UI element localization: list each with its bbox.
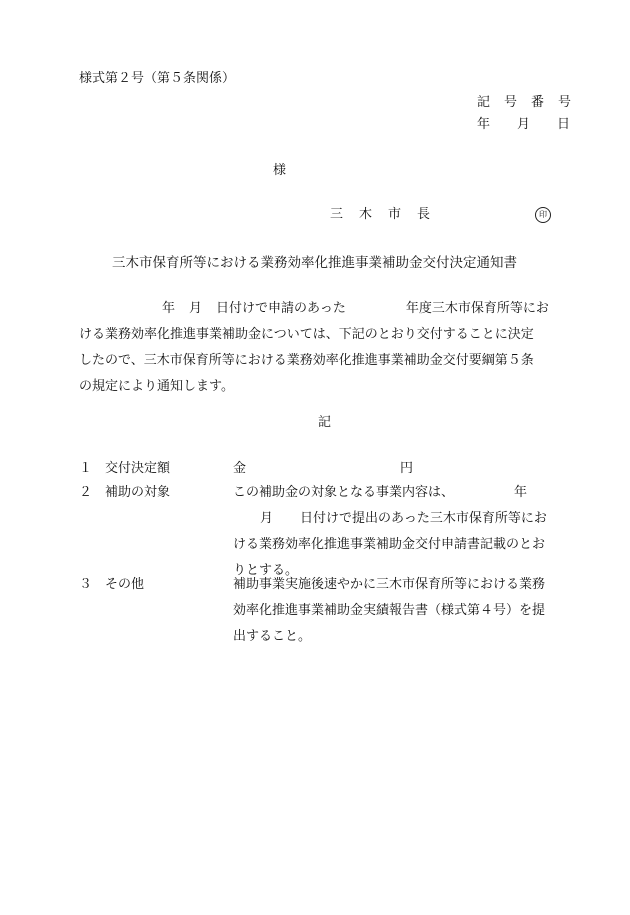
item-number: ３ [79,577,93,592]
issuer-char: 木 [359,207,373,222]
doc-number-char: 号 [504,95,518,110]
item-text: この補助金の対象となる事業内容は、 [233,485,455,500]
item-label: 補助の対象 [105,485,171,500]
body-applied-text: 日付けで申請のあった [216,301,346,316]
item-line: 補助事業実施後速やかに三木市保育所等における業務 [233,577,546,592]
item-month: 月 [260,511,274,526]
item-number: ２ [79,485,93,500]
item-year: 年 [514,485,528,500]
document-date-label [477,118,570,131]
item-text: 日付けで提出のあった三木市保育所等にお [300,511,547,526]
doc-number-char: 号 [558,95,572,110]
body-fiscal-text: 年度三木市保育所等にお [405,301,549,316]
item-line: 出すること。 [233,629,312,644]
issuer-char: 三 [330,207,344,222]
body-paragraph [79,296,579,400]
amount-prefix: 金 [233,461,247,476]
document-number-label [477,96,571,109]
ki-heading: 記 [318,415,332,430]
item-content [233,462,413,475]
issuer-name [330,208,430,221]
item-line: 効率化推進事業補助金実績報告書（様式第４号）を提 [233,603,546,618]
amount-suffix: 円 [400,461,414,476]
item-line: りとする。 [233,563,299,578]
document-title: 三木市保育所等における業務効率化推進事業補助金交付決定通知書 [112,255,517,271]
item-line: ける業務効率化推進事業補助金交付申請書記載のとお [233,537,546,552]
issuer-char: 市 [388,207,402,222]
item-label: 交付決定額 [105,461,171,476]
issuer-char: 長 [417,207,431,222]
body-line: したので、三木市保育所等における業務効率化推進事業補助金交付要綱第５条 [79,353,534,368]
item-line [233,480,547,506]
item-content [233,572,545,650]
doc-number-char: 記 [477,95,491,110]
body-line: ける業務効率化推進事業補助金については、下記のとおり交付することに決定 [79,327,534,342]
body-line: の規定により通知します。 [79,379,234,394]
doc-number-char: 番 [531,95,545,110]
item-number: １ [79,461,93,476]
body-line [79,296,579,322]
item-content [233,480,547,584]
date-day: 日 [557,117,571,132]
form-label: 様式第２号（第５条関係） [79,71,236,86]
date-month: 月 [517,117,531,132]
body-month: 月 [189,301,203,316]
date-year: 年 [477,117,491,132]
body-year: 年 [162,301,176,316]
item-line [233,506,547,532]
addressee-suffix: 様 [273,163,287,178]
seal-mark: 印 [535,207,551,223]
item-label: その他 [105,577,145,592]
